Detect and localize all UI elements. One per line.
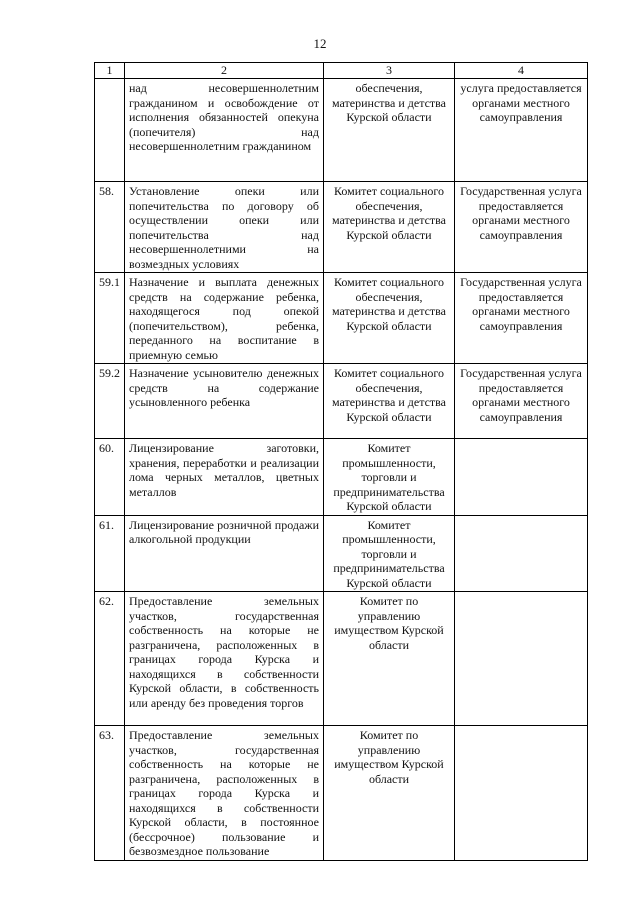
responsible-body: Комитет социального обеспечения, материнства и детства Курской области xyxy=(324,182,455,273)
row-number: 63. xyxy=(95,726,125,861)
table-row xyxy=(95,439,588,516)
table-row xyxy=(95,515,588,592)
row-number: 58. xyxy=(95,182,125,273)
service-note xyxy=(455,515,588,592)
row-number: 59.1 xyxy=(95,273,125,364)
table-row xyxy=(95,182,588,273)
responsible-body: Комитет социального обеспечения, материнства и детства Курской области xyxy=(324,364,455,439)
responsible-body: обеспечения, материнства и детства Курской области xyxy=(324,79,455,182)
responsible-body: Комитет по управлению имуществом Курской области xyxy=(324,726,455,861)
table-body xyxy=(95,79,588,861)
row-number: 62. xyxy=(95,592,125,726)
service-note xyxy=(455,592,588,726)
service-name: Лицензирование розничной продажи алкогольной продукции xyxy=(125,515,324,592)
service-note xyxy=(455,726,588,861)
service-name: Лицензирование заготовки, хранения, переработки и реализации лома черных металлов, цветных металлов xyxy=(125,439,324,516)
table-row xyxy=(95,273,588,364)
service-name: Предоставление земельных участков, государственная собственность на которые не разграничена, расположенных в границах города Курска и находящихся в собственности Курской области, в собственность или аренду без проведения торгов xyxy=(125,592,324,726)
responsible-body: Комитет промышленности, торговли и предпринимательства Курской области xyxy=(324,515,455,592)
table-row xyxy=(95,79,588,182)
table-row xyxy=(95,726,588,861)
row-number xyxy=(95,79,125,182)
responsible-body: Комитет промышленности, торговли и предпринимательства Курской области xyxy=(324,439,455,516)
service-note: Государственная услуга предоставляется органами местного самоуправления xyxy=(455,273,588,364)
row-number: 61. xyxy=(95,515,125,592)
service-note: услуга предоставляется органами местного самоуправления xyxy=(455,79,588,182)
page-number: 12 xyxy=(313,36,327,51)
service-note: Государственная услуга предоставляется органами местного самоуправления xyxy=(455,364,588,439)
column-header-4: 4 xyxy=(455,63,588,79)
column-header-1: 1 xyxy=(95,63,125,79)
column-header-2: 2 xyxy=(125,63,324,79)
table-row xyxy=(95,364,588,439)
column-header-3: 3 xyxy=(324,63,455,79)
service-note xyxy=(455,439,588,516)
service-name: Предоставление земельных участков, государственная собственность на которые не разграничена, расположенных в границах города Курска и находящихся в собственности Курской области, в постоянное (бессрочное) пользование и безвозмездное пользование xyxy=(125,726,324,861)
row-number: 60. xyxy=(95,439,125,516)
responsible-body: Комитет социального обеспечения, материнства и детства Курской области xyxy=(324,273,455,364)
services-table xyxy=(94,62,588,861)
service-name: Установление опеки или попечительства по договору об осуществлении опеки или попечительства над несовершеннолетними на возмездных условиях xyxy=(125,182,324,273)
service-note: Государственная услуга предоставляется органами местного самоуправления xyxy=(455,182,588,273)
table-row xyxy=(95,592,588,726)
service-name: Назначение и выплата денежных средств на содержание ребенка, находящегося под опекой (попечительством), ребенка, переданного на воспитание в приемную семью xyxy=(125,273,324,364)
table-header xyxy=(95,63,588,79)
service-name: над несовершеннолетним гражданином и освобождение от исполнения обязанностей опекуна (попечителя) над несовершеннолетним гражданином xyxy=(125,79,324,182)
header-row xyxy=(95,63,588,79)
responsible-body: Комитет по управлению имуществом Курской области xyxy=(324,592,455,726)
row-number: 59.2 xyxy=(95,364,125,439)
service-name: Назначение усыновителю денежных средств на содержание усыновленного ребенка xyxy=(125,364,324,439)
